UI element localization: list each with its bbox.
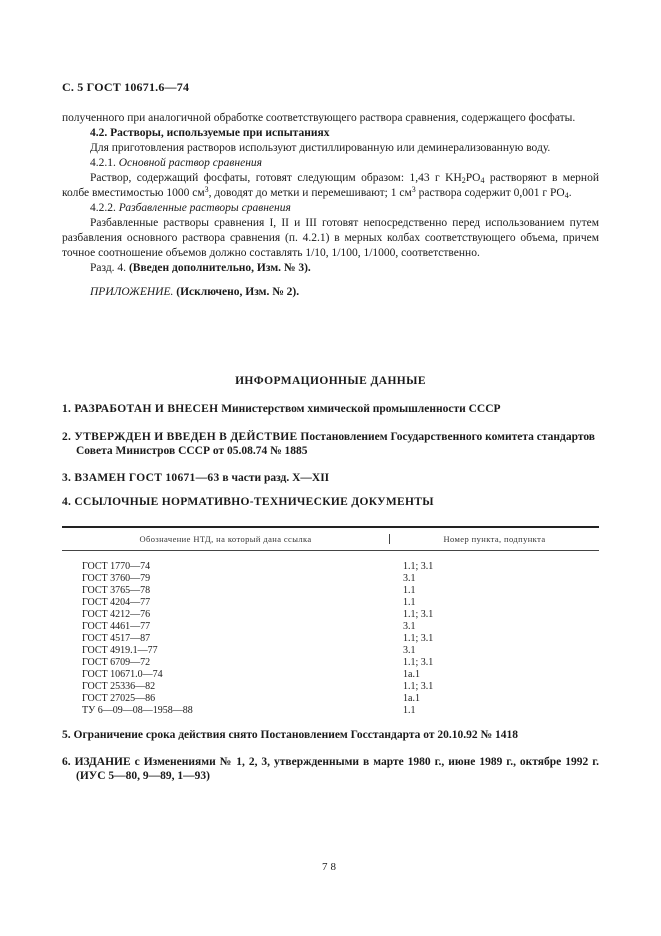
table-header-doc: Обозначение НТД, на который дана ссылка — [62, 534, 390, 544]
table-cell-ref: 1.1 — [403, 705, 416, 716]
text-fragment: , доводят до метки и перемешивают; 1 см — [208, 187, 412, 199]
table-cell-ref: 1а.1 — [403, 669, 420, 680]
section-4-2-2-heading — [62, 201, 599, 216]
table-cell-doc: ГОСТ 4517—87 — [82, 633, 151, 644]
table-cell-ref: 1.1; 3.1 — [403, 681, 434, 692]
info-item-4-caps: 4. ССЫЛОЧНЫЕ НОРМАТИВНО-ТЕХНИЧЕСКИЕ ДОКУМЕНТЫ — [62, 496, 434, 508]
section-4-2-1-heading — [62, 156, 599, 171]
info-item-3-caps: 3. ВЗАМЕН ГОСТ 10671—63 — [62, 472, 220, 484]
subscript: 4 — [480, 176, 485, 185]
table-cell-ref: 3.1 — [403, 645, 416, 656]
section-4-2-1-paragraph — [62, 171, 599, 201]
table-cell-ref: 3.1 — [403, 573, 416, 584]
info-item-1-text: Министерством химической промышленности СССР — [218, 403, 501, 415]
table-cell-doc: ГОСТ 27025—86 — [82, 693, 156, 704]
subscript: 4 — [564, 191, 569, 200]
superscript: 3 — [411, 185, 416, 194]
section-4-2-title: Растворы, используемые при испытаниях — [110, 127, 330, 139]
table-doc-column — [62, 561, 389, 717]
section-4-2-2-title: Разбавленные растворы сравнения — [118, 202, 291, 214]
section-4-2-heading — [62, 126, 599, 141]
info-data-title: ИНФОРМАЦИОННЫЕ ДАННЫЕ — [235, 375, 426, 387]
section-4-2-2-number: 4.2.2. — [90, 202, 116, 214]
razd-4-amendment: (Введен дополнительно, Изм. № 3). — [128, 262, 311, 274]
text-fragment: PO — [465, 172, 481, 184]
appendix-note — [62, 285, 599, 300]
table-cell-ref: 1а.1 — [403, 693, 420, 704]
text-fragment: . — [568, 187, 572, 199]
info-item-2-text: Постановлением Государственного комитета стандартов Совета Министров СССР от 05.08.74 № 1885 — [76, 431, 596, 457]
info-item-4 — [62, 495, 599, 509]
table-cell-doc: ГОСТ 10671.0—74 — [82, 669, 163, 680]
table-cell-doc: ГОСТ 25336—82 — [82, 681, 156, 692]
info-item-1 — [62, 402, 599, 416]
table-cell-doc: ГОСТ 6709—72 — [82, 657, 151, 668]
info-item-2-caps: 2. УТВЕРЖДЕН И ВВЕДЕН В ДЕЙСТВИЕ — [62, 431, 298, 443]
info-item-1-caps: 1. РАЗРАБОТАН И ВНЕСЕН — [62, 403, 219, 415]
info-item-5: 5. Ограничение срока действия снято Постановлением Госстандарта от 20.10.92 № 1418 — [62, 729, 518, 741]
table-cell-doc: ГОСТ 4919.1—77 — [82, 645, 158, 656]
table-cell-ref: 3.1 — [403, 621, 416, 632]
info-item-6: 6. ИЗДАНИЕ с Изменениями № 1, 2, 3, утвержденными в марте 1980 г., июне 1989 г., октябре 1992 г. (ИУС 5—80, 9—89, 1—93) — [62, 756, 599, 782]
table-cell-ref: 1.1; 3.1 — [403, 561, 434, 572]
text-fragment: раствора содержит 0,001 г PO — [415, 187, 565, 199]
table-cell-doc: ГОСТ 3760—79 — [82, 573, 151, 584]
superscript: 3 — [204, 185, 209, 194]
appendix-amendment: (Исключено, Изм. № 2). — [173, 286, 300, 298]
table-cell-ref: 1.1 — [403, 585, 416, 596]
references-table — [62, 526, 599, 717]
table-cell-doc: ГОСТ 4204—77 — [82, 597, 151, 608]
razd-4-note — [62, 261, 599, 276]
table-cell-ref: 1.1; 3.1 — [403, 633, 434, 644]
info-item-3 — [62, 471, 599, 485]
section-4-2-2-paragraph: Разбавленные растворы сравнения I, II и III готовят непосредственно перед использованием путем разбавления основного раствора сравнения (п. 4.2.1) в мерных колбах соответствующего объема, причем точное соотношение объемов должно составлять 1/10, 1/100, 1/1000, соответственно. — [62, 217, 599, 259]
table-cell-doc: ГОСТ 4461—77 — [82, 621, 151, 632]
section-4-2-1-title: Основной раствор сравнения — [118, 157, 263, 169]
table-cell-ref: 1.1; 3.1 — [403, 609, 434, 620]
table-cell-doc: ГОСТ 4212—76 — [82, 609, 151, 620]
section-4-2-number: 4.2. — [90, 127, 108, 139]
table-cell-ref: 1.1 — [403, 597, 416, 608]
section-4-2-paragraph: Для приготовления растворов используют дистиллированную или деминерализованную воду. — [90, 142, 551, 154]
section-4-2-1-number: 4.2.1. — [90, 157, 116, 169]
table-header-ref: Номер пункта, подпункта — [443, 534, 546, 544]
table-cell-doc: ТУ 6—09—08—1958—88 — [82, 705, 193, 716]
table-cell-doc: ГОСТ 3765—78 — [82, 585, 151, 596]
page-number: 78 — [322, 861, 339, 873]
section-4-2-text — [62, 111, 599, 300]
table-cell-doc: ГОСТ 1770—74 — [82, 561, 151, 572]
continuation-paragraph: полученного при аналогичной обработке соответствующего раствора сравнения, содержащего фосфаты. — [62, 112, 576, 124]
appendix-label: ПРИЛОЖЕНИЕ. — [90, 286, 174, 298]
text-fragment: Раствор, содержащий фосфаты, готовят следующим образом: 1,43 г KH — [90, 172, 462, 184]
info-item-3-text: в части разд. X—XII — [219, 472, 330, 484]
page-header: С. 5 ГОСТ 10671.6—74 — [62, 80, 190, 94]
razd-4-label: Разд. 4. — [90, 262, 129, 274]
subscript: 2 — [461, 176, 466, 185]
info-item-2 — [62, 430, 599, 458]
table-cell-ref: 1.1; 3.1 — [403, 657, 434, 668]
table-body — [62, 551, 599, 717]
table-header-row — [62, 528, 599, 551]
table-ref-column — [389, 561, 599, 717]
text-fragment: растворяют в мерной колбе вместимостью 1000 см — [62, 172, 599, 199]
